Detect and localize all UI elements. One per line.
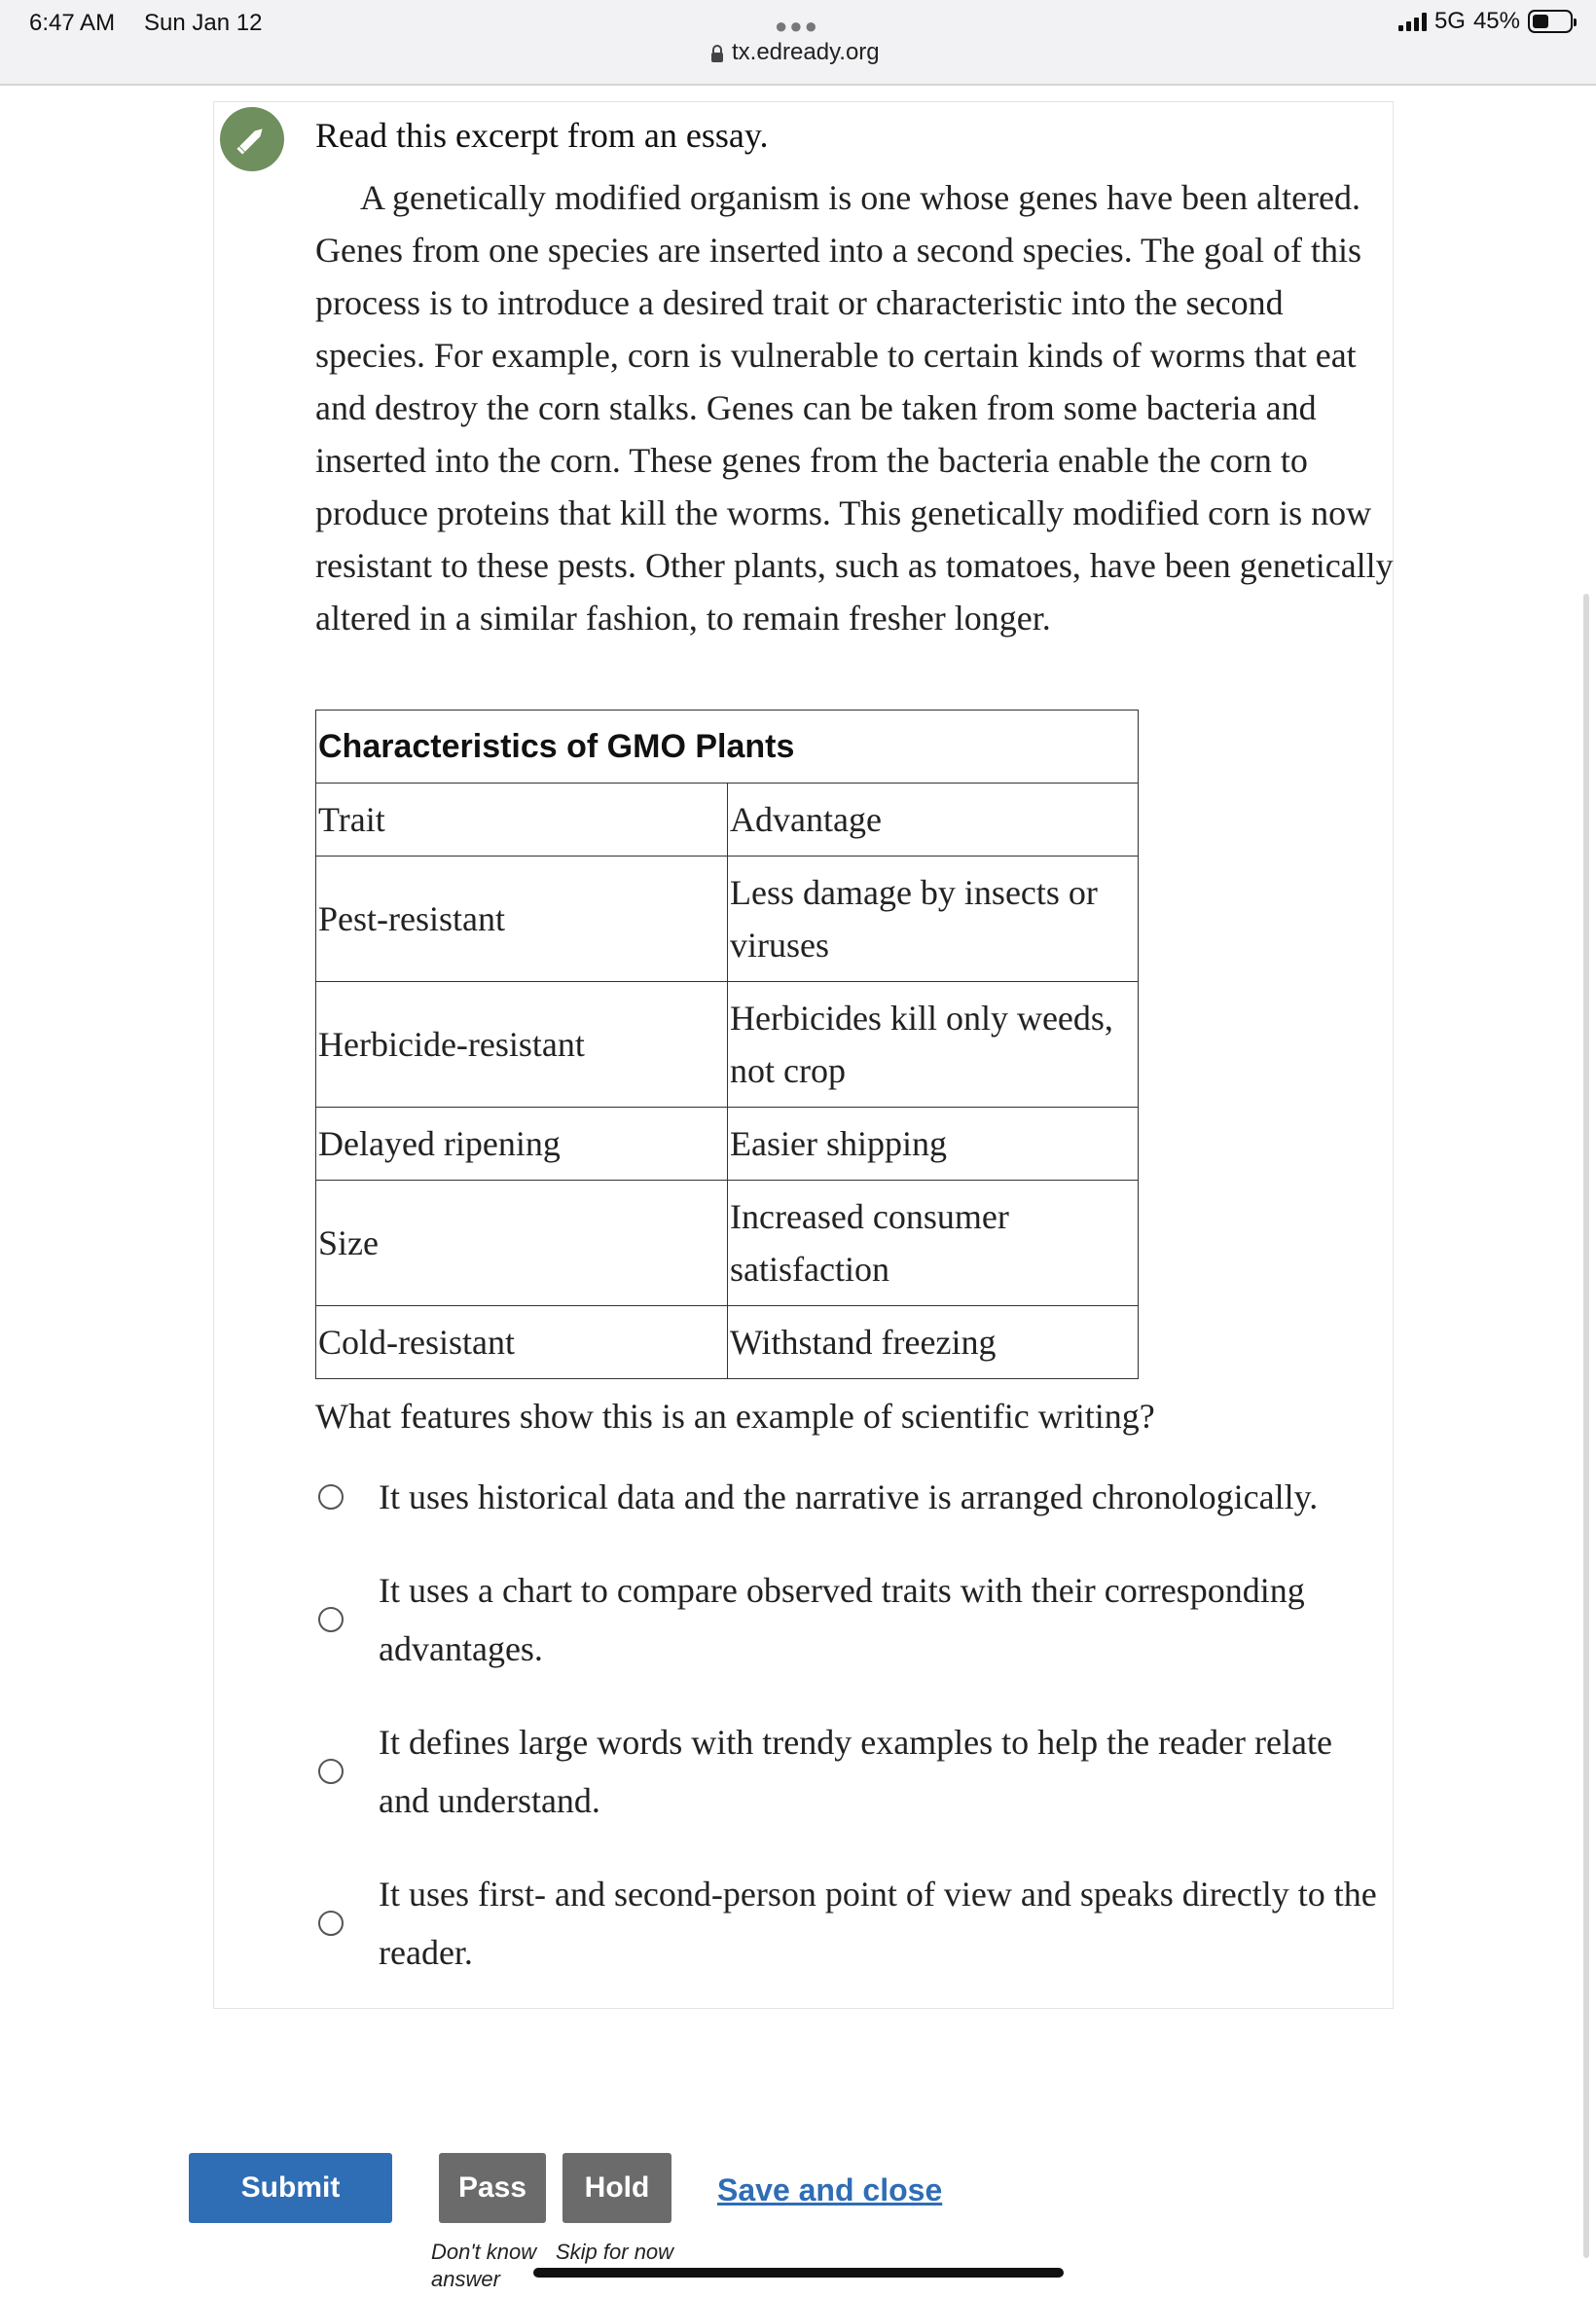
essay-excerpt (315, 171, 1396, 644)
excerpt-paragraph: A genetically modified organism is one whose genes have been altered. Genes from one species are inserted into a second species. The goal of this process is to introduce a desired trait or characteristic into the second species. For example, corn is vulnerable to certain kinds of worms that eat and destroy the corn stalks. Genes can be taken from some bacteria and inserted into the corn. These genes from the bacteria enable the corn to produce proteins that kill the worms. This genetically modified corn is now resistant to these pests. Other plants, such as tomatoes, have been genetically altered in a similar fashion, to remain fresher longer. (315, 178, 1394, 638)
submit-button[interactable]: Submit (189, 2153, 392, 2223)
option-text: It uses historical data and the narrative is arranged chronologically. (379, 1477, 1319, 1516)
answer-option-4[interactable] (315, 1865, 1396, 1982)
question-text: What features show this is an example of scientific writing? (315, 1397, 1155, 1436)
table-row (316, 857, 1139, 982)
hold-button[interactable]: Hold (562, 2153, 671, 2223)
battery-fill (1533, 15, 1548, 28)
radio-button[interactable] (318, 1607, 344, 1632)
table-row (316, 982, 1139, 1108)
radio-button[interactable] (318, 1911, 344, 1936)
answer-option-3[interactable] (315, 1713, 1396, 1830)
advantage-cell: Withstand freezing (728, 1306, 1139, 1379)
dont-know-link[interactable]: Don't know answer (431, 2240, 537, 2291)
gmo-table (315, 710, 1139, 1379)
trait-cell: Delayed ripening (316, 1108, 728, 1181)
pass-button[interactable]: Pass (439, 2153, 546, 2223)
radio-button[interactable] (318, 1484, 344, 1510)
trait-cell: Cold-resistant (316, 1306, 728, 1379)
radio-button[interactable] (318, 1759, 344, 1784)
table-row (316, 1108, 1139, 1181)
option-text: It uses a chart to compare observed traits with their corresponding advantages. (379, 1571, 1305, 1668)
trait-cell: Herbicide-resistant (316, 982, 728, 1108)
status-indicators (1398, 8, 1573, 35)
battery-percent: 45% (1472, 8, 1520, 34)
table-header-row (316, 784, 1139, 857)
table-row (316, 1181, 1139, 1306)
skip-for-now-link[interactable]: Skip for now (556, 2240, 674, 2264)
trait-cell: Size (316, 1181, 728, 1306)
option-text: It uses first- and second-person point of view and speaks directly to the reader. (379, 1875, 1377, 1972)
scrollbar[interactable] (1583, 594, 1589, 2258)
table-title: Characteristics of GMO Plants (316, 711, 1139, 784)
signal-icon (1398, 12, 1427, 31)
advantage-cell: Easier shipping (728, 1108, 1139, 1181)
table-row (316, 1306, 1139, 1379)
advantage-cell: Increased consumer satisfaction (728, 1181, 1139, 1306)
more-dots-icon[interactable]: ●●● (775, 14, 819, 38)
status-bar (0, 0, 1596, 86)
save-and-close-link[interactable]: Save and close (717, 2172, 943, 2207)
header-trait: Trait (316, 784, 728, 857)
lock-icon (710, 45, 724, 62)
option-text: It defines large words with trendy examples to help the reader relate and understand. (379, 1723, 1332, 1820)
header-advantage: Advantage (728, 784, 1139, 857)
trait-cell: Pest-resistant (316, 857, 728, 982)
question-prompt: Read this excerpt from an essay. (315, 116, 769, 155)
advantage-cell: Herbicides kill only weeds, not crop (728, 982, 1139, 1108)
status-date: Sun Jan 12 (144, 10, 263, 36)
status-time: 6:47 AM (29, 10, 116, 36)
answer-option-1[interactable] (315, 1468, 1396, 1526)
battery-icon (1528, 10, 1573, 33)
advantage-cell: Less damage by insects or viruses (728, 857, 1139, 982)
pencil-icon (220, 107, 284, 171)
home-indicator[interactable] (533, 2268, 1064, 2278)
url-text: tx.edready.org (732, 39, 880, 65)
address-bar[interactable] (710, 39, 880, 66)
answer-option-2[interactable] (315, 1561, 1396, 1678)
network-label: 5G (1433, 8, 1466, 34)
